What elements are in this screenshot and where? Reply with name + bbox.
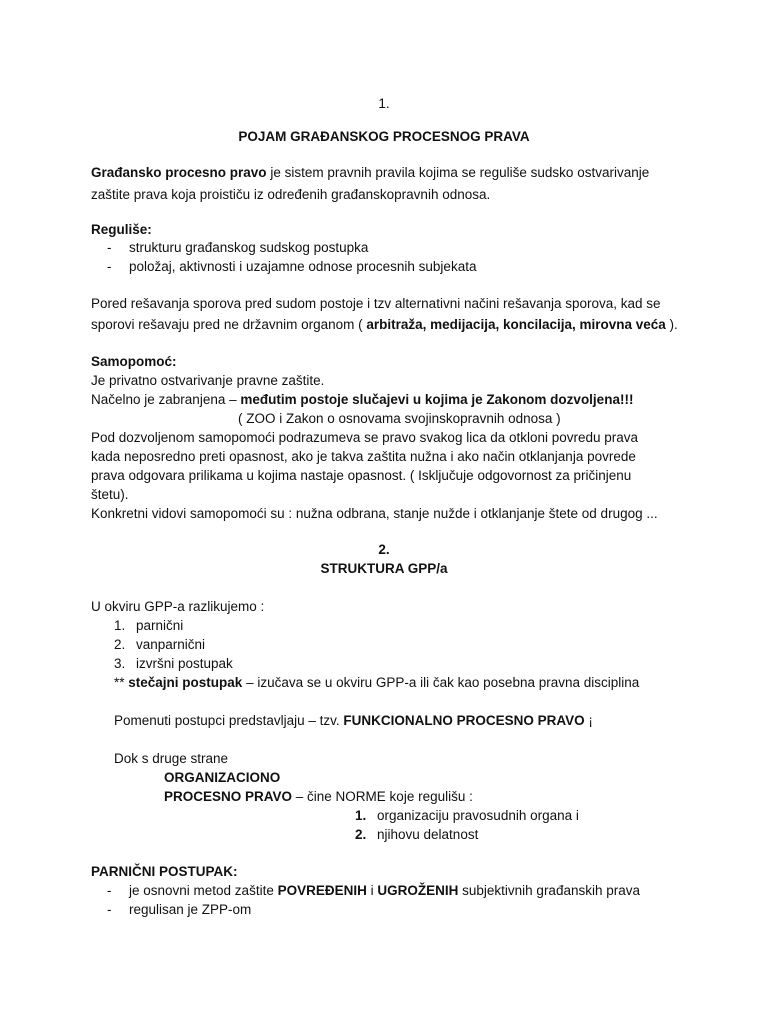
list-number: 2. <box>114 637 126 652</box>
bullet-dash: - <box>107 883 112 898</box>
paragraph-line <box>91 315 678 334</box>
text-span: subjektivnih građanskih prava <box>458 883 640 898</box>
paragraph-line: ( ZOO i Zakon o osnovama svojinskopravnih odnosa ) <box>238 411 561 426</box>
list-number: 1. <box>114 618 126 633</box>
list-item-text: strukturu građanskog sudskog postupka <box>129 240 369 255</box>
list-item-text: njihovu delatnost <box>377 827 479 842</box>
text-span: Načelno je zabranjena – <box>91 392 241 407</box>
definition-text: je sistem pravnih pravila kojima se reguliše sudsko ostvarivanje <box>266 165 650 180</box>
text-span-bold: arbitraža, medijacija, koncilacija, mirovna veća <box>366 317 666 332</box>
list-item <box>114 616 183 635</box>
section-number: 1. <box>378 96 390 111</box>
paragraph-line <box>114 673 639 692</box>
paragraph-line <box>91 390 633 409</box>
text-span: – čine NORME koje regulišu : <box>292 789 473 804</box>
samopomoc-heading: Samopomoć: <box>91 354 177 369</box>
text-span: ** <box>114 675 129 690</box>
list-item <box>107 257 476 276</box>
list-item <box>114 654 233 673</box>
list-item-text: vanparnični <box>136 637 206 652</box>
paragraph-line <box>164 787 473 806</box>
paragraph-line: Pod dozvoljenom samopomoći podrazumeva se pravo svakog lica da otkloni povredu prava <box>91 430 639 445</box>
paragraph-line: Pored rešavanja sporova pred sudom postoje i tzv alternativni načini rešavanja sporova, kad se <box>91 296 661 311</box>
definition-line: zaštite prava koja proističu iz određenih građanskopravnih odnosa. <box>91 187 491 202</box>
list-item-text: izvršni postupak <box>136 656 233 671</box>
paragraph-line: prava odgovara prilikama u kojima nastaje opasnost. ( Isključuje odgovornost za pričinjenu <box>91 468 632 483</box>
paragraph-line <box>114 711 593 730</box>
paragraph-line: Dok s druge strane <box>114 751 229 766</box>
list-item-text: organizaciju pravosudnih organa i <box>377 808 579 823</box>
list-item <box>355 825 478 844</box>
text-span: – izučava se u okviru GPP-a ili čak kao posebna pravna disciplina <box>242 675 640 690</box>
list-item-text: položaj, aktivnosti i uzajamne odnose procesnih subjekata <box>129 259 477 274</box>
list-item <box>355 806 579 825</box>
bullet-dash: - <box>107 902 112 917</box>
text-span-bold: međutim postoje slučajevi u kojima je Zakonom dozvoljena!!! <box>240 392 634 407</box>
list-item <box>107 881 640 900</box>
text-span: ). <box>665 317 678 332</box>
list-item <box>107 900 251 919</box>
bullet-dash: - <box>107 259 112 274</box>
text-span: Pomenuti postupci predstavljaju – tzv. <box>114 713 344 728</box>
list-item <box>114 635 205 654</box>
text-span: i <box>366 883 378 898</box>
paragraph-line: Je privatno ostvarivanje pravne zaštite. <box>91 373 325 388</box>
section-number: 2. <box>378 542 390 557</box>
regulise-heading: Reguliše: <box>91 222 152 237</box>
list-item <box>107 238 368 257</box>
paragraph-line: ORGANIZACIONO <box>164 770 281 785</box>
list-number: 2. <box>355 827 367 842</box>
text-span-bold: stečajni postupak <box>128 675 243 690</box>
section-title: STRUKTURA GPP/a <box>320 561 448 576</box>
paragraph-line: štetu). <box>91 487 129 502</box>
paragraph-line: U okviru GPP-a razlikujemo : <box>91 599 265 614</box>
paragraph-line: Konkretni vidovi samopomoći su : nužna odbrana, stanje nužde i otklanjanje štete od drugog ... <box>91 506 658 521</box>
list-number: 3. <box>114 656 126 671</box>
text-span: je osnovni metod zaštite <box>129 883 278 898</box>
list-item-text: regulisan je ZPP-om <box>129 902 252 917</box>
definition-line <box>91 163 649 182</box>
bullet-dash: - <box>107 240 112 255</box>
text-span-bold: FUNKCIONALNO PROCESNO PRAVO <box>343 713 585 728</box>
paragraph-line: kada neposredno preti opasnost, ako je takva zaštita nužna i ako način otklanjanja povrede <box>91 449 636 464</box>
definition-term: Građansko procesno pravo <box>91 165 267 180</box>
parnicni-heading: PARNIČNI POSTUPAK: <box>91 864 238 879</box>
section-title: POJAM GRAĐANSKOG PROCESNOG PRAVA <box>238 129 530 144</box>
text-span-bold: UGROŽENIH <box>377 883 459 898</box>
text-span-bold: PROCESNO PRAVO <box>164 789 293 804</box>
list-item-text: parnični <box>136 618 184 633</box>
text-span: sporovi rešavaju pred ne državnim organom ( <box>91 317 367 332</box>
text-span: ¡ <box>584 713 593 728</box>
list-number: 1. <box>355 808 367 823</box>
text-span-bold: POVREĐENIH <box>277 883 367 898</box>
